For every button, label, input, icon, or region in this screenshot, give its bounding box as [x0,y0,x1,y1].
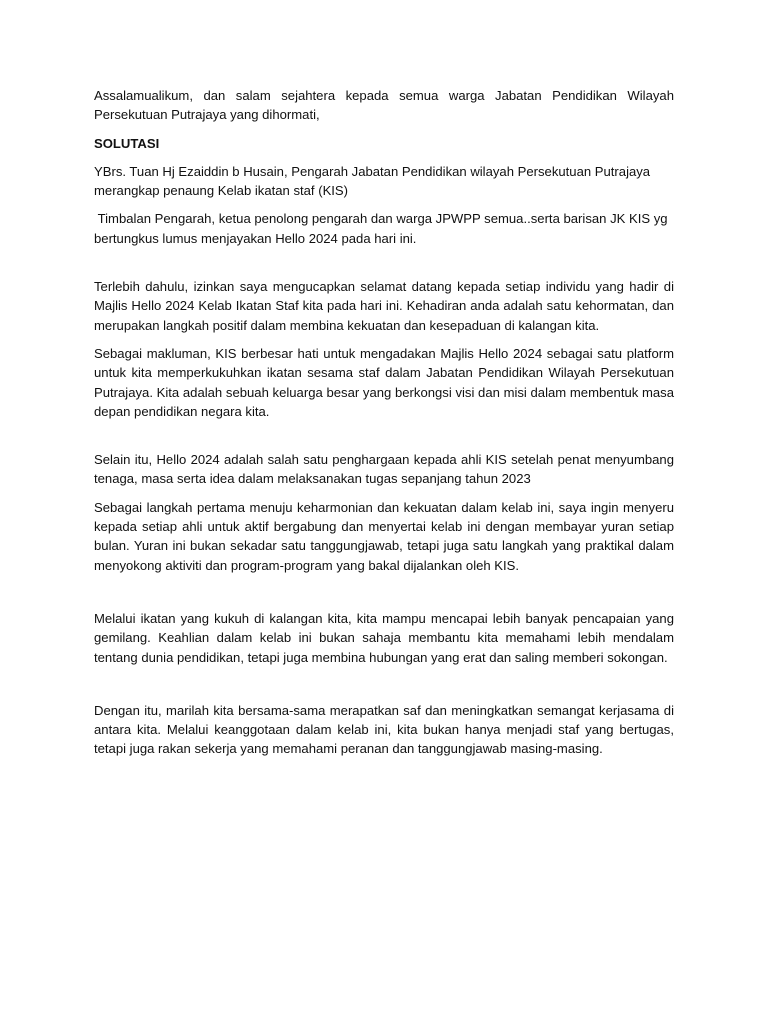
salutation-paragraph: YBrs. Tuan Hj Ezaiddin b Husain, Pengarah Jabatan Pendidikan wilayah Persekutuan Putrajaya merangkap penaung Kelab ikatan staf (KIS) [94,163,651,199]
appreciation-paragraph: Selain itu, Hello 2024 adalah salah satu penghargaan kepada ahli KIS setelah penat menyumbang tenaga, masa serta idea dalam melaksanakan tugas sepanjang tahun 2023 [94,452,674,487]
closing-paragraph: Dengan itu, marilah kita bersama-sama merapatkan saf dan meningkatkan semangat kerjasama di antara kita. Melalui keanggotaan dalam kelab ini, kita bukan hanya menjadi staf yang bertugas, tetapi juga rakan sekerja yang memahami peranan dan tanggungjawab masing-masing. [94,702,674,757]
bond-paragraph: Melalui ikatan yang kukuh di kalangan kita, kita mampu mencapai lebih banyak pencapaian yang gemilang. Keahlian dalam kelab ini bukan sahaja membantu kita memahami lebih mendalam tentang dunia pendidikan, tetapi juga membina hubungan yang erat dan saling memberi sokongan. [94,610,674,665]
greeting-paragraph: Assalamualikum, dan salam sejahtera kepada semua warga Jabatan Pendidikan Wilayah Persekutuan Putrajaya yang dihormati, [94,88,674,123]
membership-call-paragraph: Sebagai langkah pertama menuju keharmonian dan kekuatan dalam kelab ini, saya ingin menyeru kepada setiap ahli untuk aktif bergabung dan menyertai kelab ini dengan membayar yuran setiap bulan. Yuran ini bukan sekadar satu tanggungjawab, tetapi juga satu langkah yang praktikal dalam menyokong aktiviti dan program-program yang bakal dijalankan oleh KIS. [94,499,674,573]
welcome-paragraph: Terlebih dahulu, izinkan saya mengucapkan selamat datang kepada setiap individu yang hadir di Majlis Hello 2024 Kelab Ikatan Staf kita pada hari ini. Kehadiran anda adalah satu kehormatan, dan merupakan langkah positif dalam membina kekuatan dan kesepaduan di kalangan kita. [94,279,674,333]
section-heading: SOLUTASI [94,135,160,151]
acknowledgement-paragraph: Timbalan Pengarah, ketua penolong pengarah dan warga JPWPP semua..serta barisan JK KIS yg bertungkus lumus menjayakan Hello 2024 pada hari ini. [94,211,672,246]
purpose-paragraph: Sebagai makluman, KIS berbesar hati untuk mengadakan Majlis Hello 2024 sebagai satu platform untuk kita memperkukuhkan ikatan sesama staf dalam Jabatan Pendidikan Wilayah Persekutuan Putrajaya. Kita adalah sebuah keluarga besar yang berkongsi visi dan misi dalam membentuk masa depan pendidikan negara kita. [94,345,674,419]
